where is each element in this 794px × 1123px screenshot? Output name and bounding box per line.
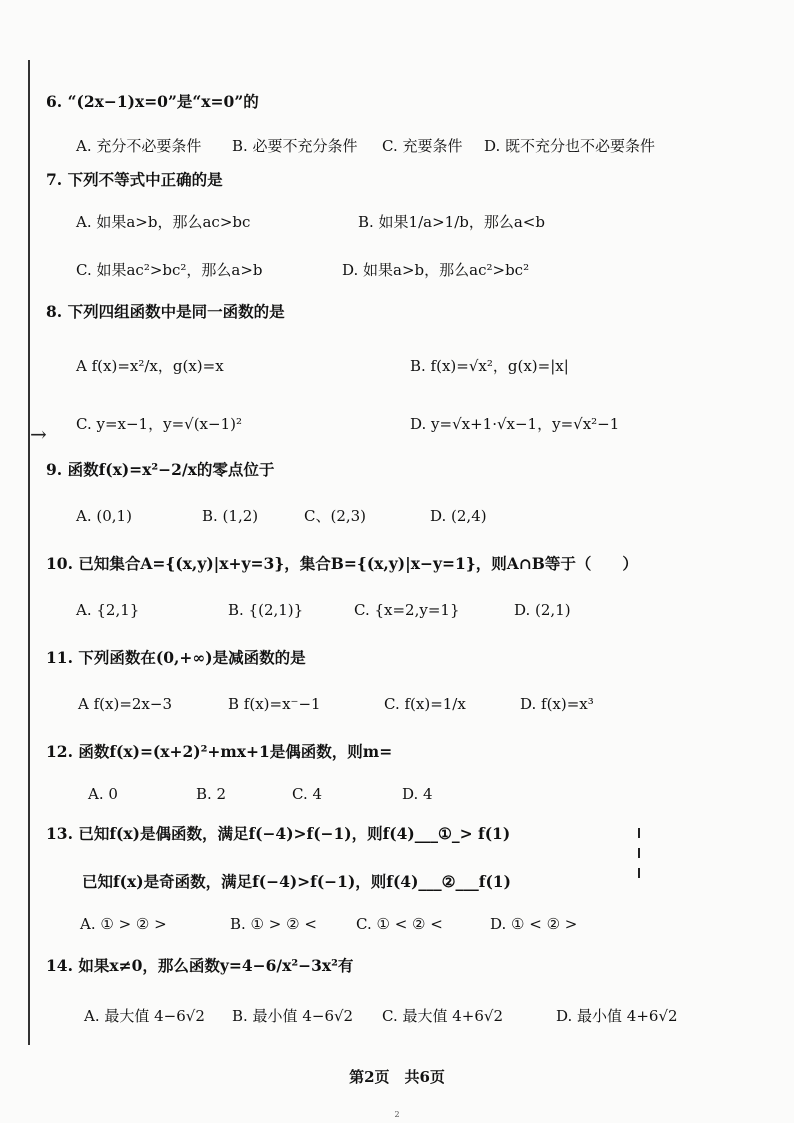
question-6-stem: 6. “(2x−1)x=0”是“x=0”的 [46,92,259,111]
q6-option-a: A. 充分不必要条件 [76,137,202,155]
q11-option-d: D. f(x)=x³ [520,695,594,713]
q14-option-c: C. 最大值 4+6√2 [382,1007,504,1025]
margin-line [28,60,30,1045]
q14-option-b: B. 最小值 4−6√2 [232,1007,354,1025]
q9-option-a: A. (0,1) [76,507,132,525]
question-12-stem: 12. 函数f(x)=(x+2)²+mx+1是偶函数，则m= [46,742,393,761]
q13-option-a: A. ① > ② > [80,915,167,933]
q11-option-a: A f(x)=2x−3 [78,695,172,713]
binding-dash [638,848,640,858]
q13-option-b: B. ① > ② < [230,915,317,933]
q7-option-d: D. 如果a>b，那么ac²>bc² [342,261,530,279]
q12-option-c: C. 4 [292,785,323,803]
q11-option-b: B f(x)=x⁻−1 [228,695,321,713]
q12-option-a: A. 0 [88,785,118,803]
binding-dash [638,828,640,838]
q10-option-a: A. {2,1} [76,601,140,619]
q12-option-b: B. 2 [196,785,227,803]
q10-option-d: D. (2,1) [514,601,571,619]
q13-option-d: D. ① < ② > [490,915,578,933]
question-8-stem: 8. 下列四组函数中是同一函数的是 [46,302,285,321]
q7-option-a: A. 如果a>b，那么ac>bc [76,213,251,231]
q14-option-d: D. 最小值 4+6√2 [556,1007,678,1025]
q6-option-b: B. 必要不充分条件 [232,137,358,155]
q8-option-a: A f(x)=x²/x，g(x)=x [76,357,224,375]
q12-option-d: D. 4 [402,785,433,803]
q11-option-c: C. f(x)=1/x [384,695,466,713]
arrow-mark-icon: → [30,422,47,446]
q9-option-b: B. (1,2) [202,507,259,525]
q10-option-b: B. {(2,1)} [228,601,304,619]
page-mark: 2 [394,1110,400,1119]
q6-option-d: D. 既不充分也不必要条件 [484,137,656,155]
q8-option-c: C. y=x−1，y=√(x−1)² [76,415,242,433]
page-footer: 第2页 共6页 [349,1068,445,1086]
q10-option-c: C. {x=2,y=1} [354,601,460,619]
q9-option-d: D. (2,4) [430,507,487,525]
q9-option-c: C、(2,3) [304,507,367,525]
question-9-stem: 9. 函数f(x)=x²−2/x的零点位于 [46,460,275,479]
q7-option-c: C. 如果ac²>bc²，那么a>b [76,261,263,279]
question-13-stem-2: 已知f(x)是奇函数，满足f(−4)>f(−1)，则f(4)___②___f(1) [82,872,511,891]
question-13-stem: 13. 已知f(x)是偶函数，满足f(−4)>f(−1)，则f(4)___①_> f(1) [46,824,511,843]
binding-dash [638,868,640,878]
q8-option-b: B. f(x)=√x²，g(x)=|x| [410,357,569,375]
q7-option-b: B. 如果1/a>1/b，那么a<b [358,213,545,231]
question-10-stem: 10. 已知集合A={(x,y)|x+y=3}，集合B={(x,y)|x−y=1}，则A∩B等于（ ） [46,554,638,573]
q8-option-d: D. y=√x+1·√x−1，y=√x²−1 [410,415,620,433]
q6-option-c: C. 充要条件 [382,137,463,155]
question-14-stem: 14. 如果x≠0，那么函数y=4−6/x²−3x²有 [46,956,354,975]
q14-option-a: A. 最大值 4−6√2 [84,1007,205,1025]
question-7-stem: 7. 下列不等式中正确的是 [46,170,223,189]
question-11-stem: 11. 下列函数在(0,+∞)是减函数的是 [46,648,306,667]
q13-option-c: C. ① < ② < [356,915,443,933]
